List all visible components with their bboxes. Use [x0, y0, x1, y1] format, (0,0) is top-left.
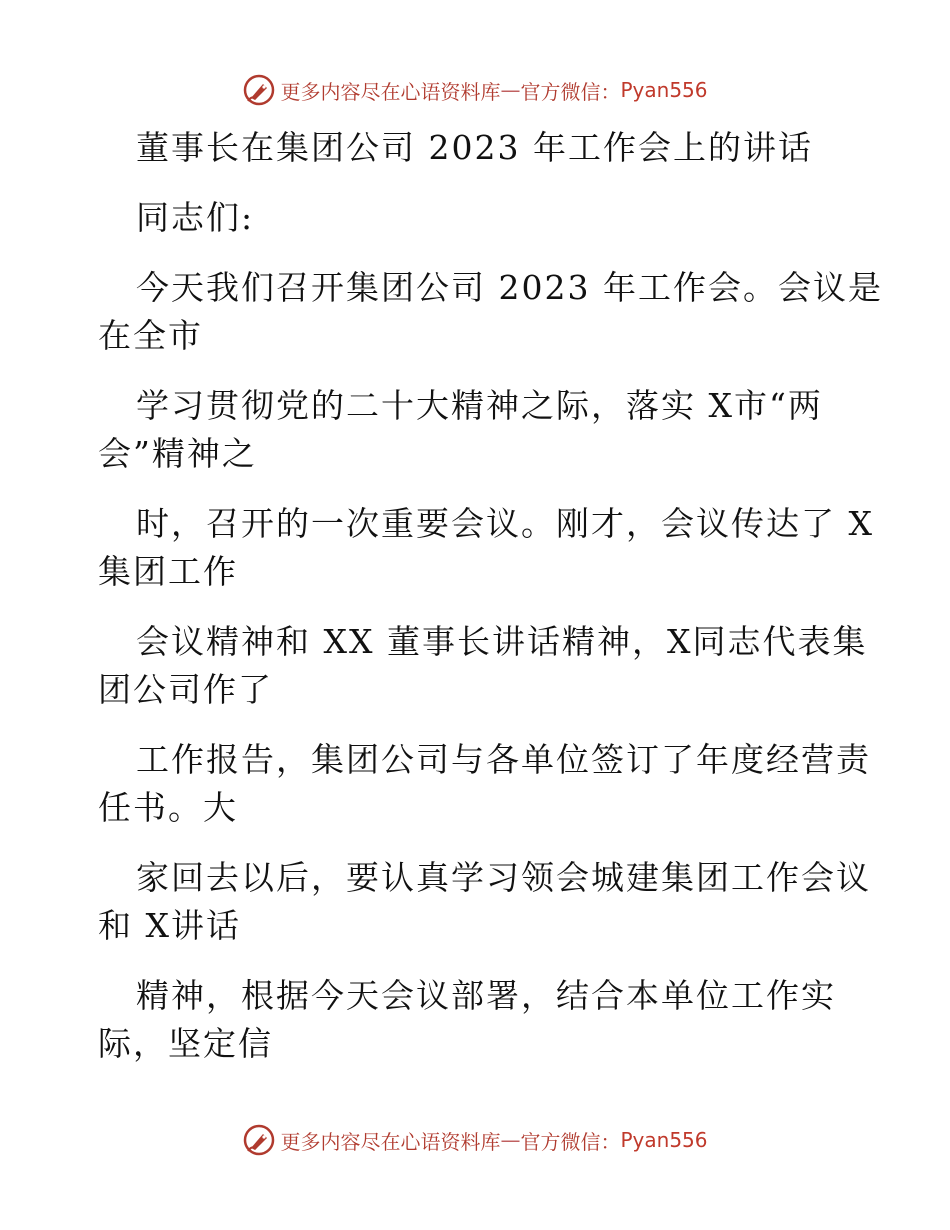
- paragraph-line: 任书。大: [98, 788, 238, 827]
- paragraph-line: 时，召开的一次重要会议。刚才，会议传达了 X: [136, 504, 874, 543]
- paragraph-line: 会议精神和 XX 董事长讲话精神，X同志代表集: [136, 622, 868, 661]
- banner-wechat-id: Pyan556: [620, 1128, 708, 1152]
- banner-separator: —: [500, 78, 521, 102]
- paragraph-line: 工作报告，集团公司与各单位签订了年度经营责: [136, 740, 871, 779]
- paragraph-line: 会”精神之: [98, 434, 257, 473]
- banner-text: 更多内容尽在心语资料库: [280, 1129, 501, 1154]
- banner-text: 更多内容尽在心语资料库: [280, 79, 501, 104]
- paragraph-line: 团公司作了: [98, 670, 273, 709]
- footer-banner: [0, 1120, 950, 1160]
- paragraph-line: 学习贯彻党的二十大精神之际，落实 X市“两: [136, 386, 823, 425]
- document-body: [98, 124, 883, 1068]
- pen-nib-logo-icon: [242, 1123, 276, 1157]
- paragraph-line: 集团工作: [98, 552, 238, 591]
- paragraph-line: 际，坚定信: [98, 1024, 273, 1063]
- banner-wechat-id: Pyan556: [620, 78, 708, 102]
- paragraph-line: 今天我们召开集团公司 2023 年工作会。会议是: [136, 268, 883, 307]
- greeting: 同志们:: [136, 198, 255, 237]
- banner-wechat-label: 官方微信：: [520, 79, 621, 104]
- paragraph-line: 家回去以后，要认真学习领会城建集团工作会议: [136, 858, 871, 897]
- pen-nib-logo-icon: [242, 73, 276, 107]
- banner-wechat-label: 官方微信：: [520, 1129, 621, 1154]
- paragraph-line: 在全市: [98, 316, 203, 355]
- paragraph-line: 精神，根据今天会议部署，结合本单位工作实: [136, 976, 836, 1015]
- document-title: 董事长在集团公司 2023 年工作会上的讲话: [136, 128, 813, 167]
- paragraph-line: 和 X讲话: [98, 906, 241, 945]
- banner-separator: —: [500, 1128, 521, 1152]
- header-banner: [0, 70, 950, 110]
